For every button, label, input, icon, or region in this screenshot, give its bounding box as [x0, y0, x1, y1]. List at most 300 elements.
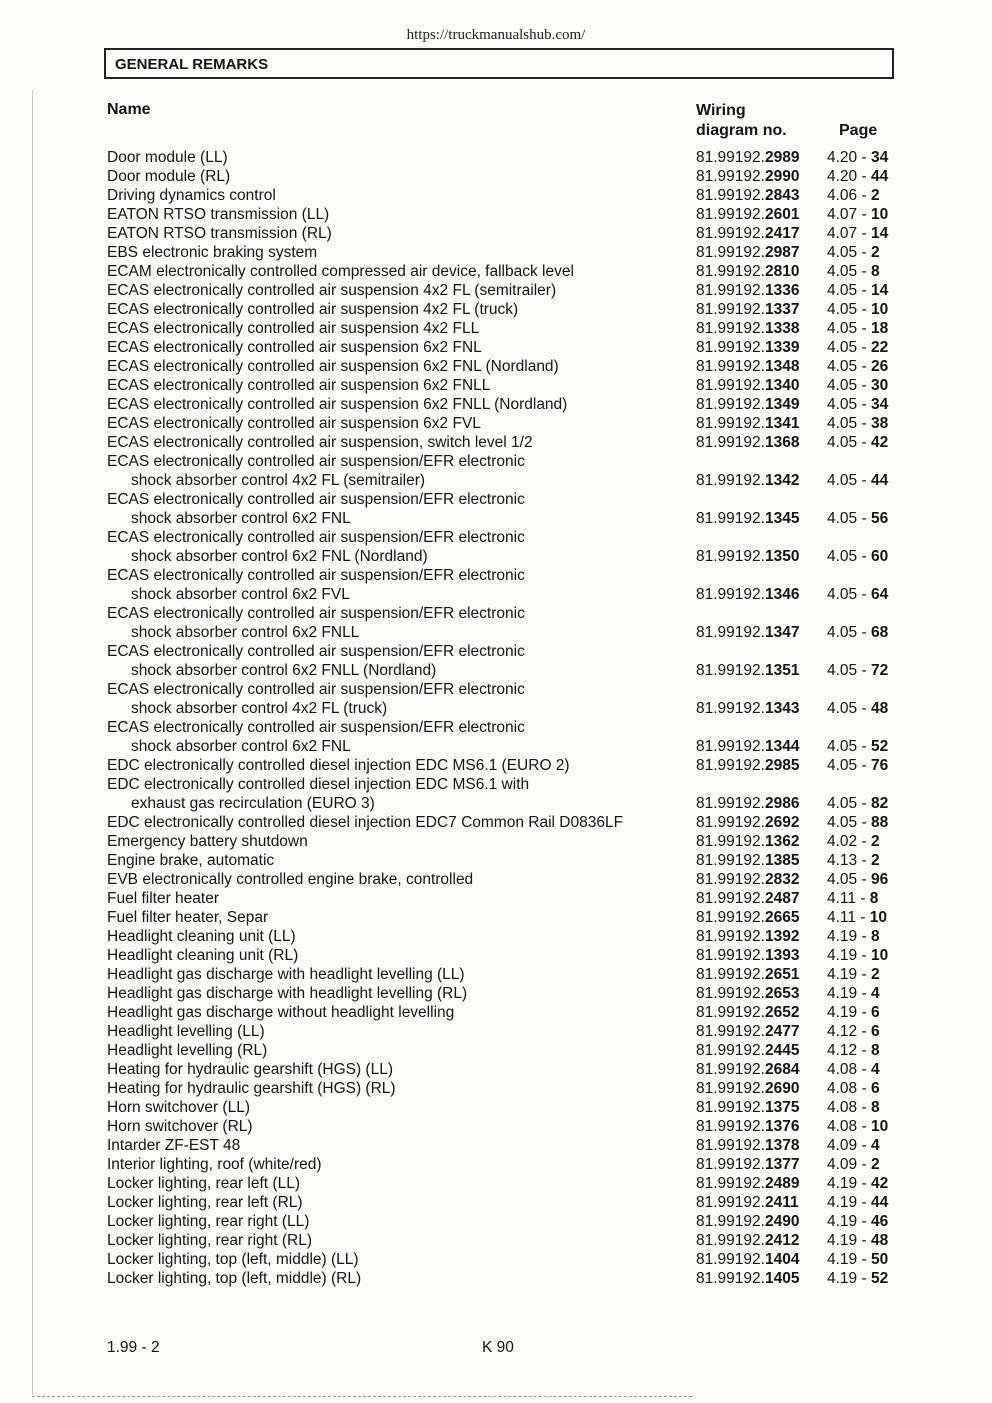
diagram-suffix: 2445	[764, 1042, 800, 1059]
diagram-suffix: 2990	[764, 168, 800, 185]
wiring-diagram-index-table	[0, 148, 992, 1288]
entry-name: Locker lighting, rear right (RL)	[107, 1232, 313, 1249]
diagram-prefix: 81.99192.	[696, 871, 765, 888]
diagram-suffix: 2489	[764, 1175, 800, 1192]
page-prefix: 4.19 -	[827, 966, 871, 983]
diagram-prefix: 81.99192.	[696, 472, 765, 489]
wiring-diagram-number	[696, 813, 799, 832]
page-number: 8	[869, 890, 879, 907]
table-row	[0, 1269, 992, 1288]
diagram-prefix: 81.99192.	[696, 795, 765, 812]
diagram-prefix: 81.99192.	[696, 1042, 765, 1059]
diagram-prefix: 81.99192.	[696, 168, 765, 185]
diagram-suffix: 1405	[764, 1270, 800, 1287]
page-number: 34	[870, 149, 889, 166]
page-number: 30	[870, 377, 889, 394]
page-prefix: 4.08 -	[827, 1061, 871, 1078]
page-prefix: 4.05 -	[827, 301, 871, 318]
diagram-suffix: 2653	[764, 985, 800, 1002]
diagram-suffix: 1346	[764, 586, 800, 603]
table-row	[0, 870, 992, 889]
table-row	[0, 167, 992, 186]
diagram-prefix: 81.99192.	[696, 1118, 765, 1135]
page-prefix: 4.19 -	[827, 1232, 871, 1249]
diagram-suffix: 1336	[764, 282, 800, 299]
page-prefix: 4.19 -	[827, 1004, 871, 1021]
page-prefix: 4.05 -	[827, 738, 871, 755]
page-reference	[827, 1212, 888, 1231]
page-number: 6	[870, 1080, 880, 1097]
table-row	[0, 756, 992, 775]
page-number: 44	[870, 1194, 889, 1211]
page-number: 46	[870, 1213, 889, 1230]
page-number: 10	[870, 301, 889, 318]
page-reference	[827, 1155, 880, 1174]
page-reference	[827, 870, 888, 889]
column-header-diagram-line2: diagram no.	[696, 122, 787, 139]
page-prefix: 4.07 -	[827, 206, 871, 223]
table-row	[0, 338, 992, 357]
page-number: 76	[870, 757, 889, 774]
page-reference	[827, 908, 887, 927]
entry-name: Emergency battery shutdown	[107, 833, 308, 850]
table-row	[0, 1060, 992, 1079]
page-prefix: 4.09 -	[827, 1137, 871, 1154]
entry-name: shock absorber control 6x2 FNL	[131, 510, 351, 527]
diagram-suffix: 2810	[764, 263, 800, 280]
page-number: 44	[870, 472, 889, 489]
diagram-suffix: 1368	[764, 434, 800, 451]
diagram-prefix: 81.99192.	[696, 282, 765, 299]
page-number: 26	[870, 358, 889, 375]
diagram-suffix: 2601	[764, 206, 800, 223]
wiring-diagram-number	[696, 281, 799, 300]
diagram-prefix: 81.99192.	[696, 966, 765, 983]
page-number: 82	[870, 795, 889, 812]
page-prefix: 4.05 -	[827, 263, 871, 280]
page-number: 8	[870, 263, 880, 280]
column-header-name: Name	[107, 101, 151, 118]
diagram-suffix: 1393	[764, 947, 800, 964]
diagram-prefix: 81.99192.	[696, 1175, 765, 1192]
diagram-prefix: 81.99192.	[696, 1251, 765, 1268]
page-number: 8	[870, 928, 880, 945]
diagram-suffix: 2692	[764, 814, 800, 831]
table-row	[0, 1155, 992, 1174]
page-prefix: 4.05 -	[827, 396, 871, 413]
page-reference	[827, 1060, 880, 1079]
page-reference	[827, 433, 888, 452]
page-prefix: 4.05 -	[827, 377, 871, 394]
entry-name: Driving dynamics control	[107, 187, 276, 204]
wiring-diagram-number	[696, 1231, 799, 1250]
page-reference	[827, 338, 888, 357]
diagram-prefix: 81.99192.	[696, 187, 765, 204]
wiring-diagram-number	[696, 965, 799, 984]
diagram-suffix: 2487	[764, 890, 800, 907]
entry-name: Headlight levelling (RL)	[107, 1042, 268, 1059]
page-reference	[827, 243, 880, 262]
diagram-suffix: 1342	[764, 472, 800, 489]
page-reference	[827, 1003, 880, 1022]
diagram-suffix: 2665	[764, 909, 800, 926]
page-reference	[827, 357, 888, 376]
page-prefix: 4.08 -	[827, 1099, 871, 1116]
diagram-prefix: 81.99192.	[696, 662, 765, 679]
page-number: 22	[870, 339, 889, 356]
entry-name: ECAS electronically controlled air suspension/EFR electronic	[107, 605, 525, 622]
entry-name: ECAS electronically controlled air suspension/EFR electronic	[107, 529, 525, 546]
page-prefix: 4.09 -	[827, 1156, 871, 1173]
page-reference	[827, 1079, 880, 1098]
entry-name: shock absorber control 6x2 FNL	[131, 738, 351, 755]
diagram-suffix: 2986	[764, 795, 800, 812]
page-prefix: 4.05 -	[827, 472, 871, 489]
section-title: GENERAL REMARKS	[115, 56, 269, 73]
table-row	[0, 1117, 992, 1136]
entry-name: EDC electronically controlled diesel injection EDC MS6.1 with	[107, 776, 530, 793]
page-number: 2	[870, 852, 880, 869]
page-prefix: 4.19 -	[827, 1213, 871, 1230]
wiring-diagram-number	[696, 1117, 799, 1136]
entry-name: Intarder ZF-EST 48	[107, 1137, 241, 1154]
table-row	[0, 1041, 992, 1060]
page-number: 72	[870, 662, 889, 679]
table-row	[0, 1022, 992, 1041]
wiring-diagram-number	[696, 737, 799, 756]
page-prefix: 4.05 -	[827, 434, 871, 451]
page-number: 4	[870, 985, 880, 1002]
page-reference	[827, 737, 888, 756]
entry-name: Fuel filter heater	[107, 890, 219, 907]
wiring-diagram-number	[696, 1212, 799, 1231]
diagram-prefix: 81.99192.	[696, 358, 765, 375]
page-prefix: 4.05 -	[827, 510, 871, 527]
column-header-diagram-line1: Wiring	[696, 102, 746, 119]
page-number: 2	[870, 966, 880, 983]
wiring-diagram-number	[696, 357, 799, 376]
page-prefix: 4.05 -	[827, 320, 871, 337]
entry-name: Horn switchover (RL)	[107, 1118, 253, 1135]
entry-name: Locker lighting, top (left, middle) (RL)	[107, 1270, 362, 1287]
diagram-suffix: 2985	[764, 757, 800, 774]
entry-name: Horn switchover (LL)	[107, 1099, 250, 1116]
page-reference	[827, 832, 880, 851]
diagram-prefix: 81.99192.	[696, 1061, 765, 1078]
diagram-prefix: 81.99192.	[696, 890, 765, 907]
entry-name: EATON RTSO transmission (LL)	[107, 206, 330, 223]
page-number: 88	[870, 814, 889, 831]
source-url[interactable]: https://truckmanualshub.com/	[406, 27, 586, 43]
table-row	[0, 1250, 992, 1269]
page-prefix: 4.08 -	[827, 1080, 871, 1097]
table-row	[0, 148, 992, 167]
table-row	[0, 490, 992, 509]
diagram-suffix: 2411	[764, 1194, 799, 1211]
wiring-diagram-number	[696, 433, 799, 452]
wiring-diagram-number	[696, 1269, 799, 1288]
entry-name: ECAM electronically controlled compressed air device, fallback level	[107, 263, 574, 280]
diagram-suffix: 2490	[764, 1213, 800, 1230]
entry-name: shock absorber control 6x2 FVL	[131, 586, 350, 603]
page-number: 10	[870, 206, 889, 223]
diagram-prefix: 81.99192.	[696, 700, 765, 717]
wiring-diagram-number	[696, 832, 799, 851]
page-reference	[827, 395, 888, 414]
diagram-suffix: 2651	[764, 966, 800, 983]
wiring-diagram-number	[696, 908, 799, 927]
table-row	[0, 965, 992, 984]
table-row	[0, 1231, 992, 1250]
page-number: 2	[870, 833, 880, 850]
entry-name: exhaust gas recirculation (EURO 3)	[131, 795, 375, 812]
wiring-diagram-number	[696, 224, 799, 243]
page-reference	[827, 205, 888, 224]
page-number: 42	[870, 1175, 889, 1192]
entry-name: Headlight gas discharge with headlight levelling (RL)	[107, 985, 468, 1002]
page-number: 50	[870, 1251, 889, 1268]
diagram-suffix: 2412	[764, 1232, 800, 1249]
diagram-suffix: 1378	[764, 1137, 800, 1154]
entry-name: Locker lighting, rear right (LL)	[107, 1213, 310, 1230]
diagram-prefix: 81.99192.	[696, 415, 765, 432]
entry-name: EDC electronically controlled diesel injection EDC MS6.1 (EURO 2)	[107, 757, 570, 774]
page-number: 10	[869, 909, 888, 926]
table-row	[0, 471, 992, 490]
page-prefix: 4.02 -	[827, 833, 871, 850]
entry-name: Door module (RL)	[107, 168, 231, 185]
page-reference	[827, 1250, 888, 1269]
page-reference	[827, 1136, 880, 1155]
table-row	[0, 737, 992, 756]
diagram-suffix: 1339	[764, 339, 800, 356]
diagram-prefix: 81.99192.	[696, 1156, 765, 1173]
table-row	[0, 908, 992, 927]
page-prefix: 4.06 -	[827, 187, 871, 204]
diagram-prefix: 81.99192.	[696, 206, 765, 223]
entry-name: Headlight cleaning unit (LL)	[107, 928, 296, 945]
page-prefix: 4.11 -	[827, 890, 870, 907]
page-number: 48	[870, 700, 889, 717]
table-row	[0, 186, 992, 205]
table-row	[0, 984, 992, 1003]
entry-name: Interior lighting, roof (white/red)	[107, 1156, 322, 1173]
wiring-diagram-number	[696, 300, 799, 319]
wiring-diagram-number	[696, 319, 799, 338]
diagram-prefix: 81.99192.	[696, 1004, 765, 1021]
page-prefix: 4.05 -	[827, 282, 871, 299]
wiring-diagram-number	[696, 509, 799, 528]
table-row	[0, 889, 992, 908]
page-prefix: 4.05 -	[827, 662, 871, 679]
wiring-diagram-number	[696, 1155, 799, 1174]
entry-name: Locker lighting, top (left, middle) (LL)	[107, 1251, 359, 1268]
table-row	[0, 1212, 992, 1231]
table-row	[0, 509, 992, 528]
page-prefix: 4.05 -	[827, 795, 871, 812]
page-reference	[827, 889, 878, 908]
footer-model: K 90	[482, 1339, 514, 1356]
diagram-suffix: 2987	[764, 244, 800, 261]
page-reference	[827, 813, 888, 832]
bottom-edge-rule	[32, 1396, 692, 1397]
page-number: 14	[870, 282, 889, 299]
table-row	[0, 1193, 992, 1212]
wiring-diagram-number	[696, 1041, 799, 1060]
diagram-suffix: 1404	[764, 1251, 800, 1268]
wiring-diagram-number	[696, 1079, 799, 1098]
table-row	[0, 376, 992, 395]
diagram-suffix: 1340	[764, 377, 800, 394]
diagram-suffix: 1345	[764, 510, 800, 527]
page-number: 2	[870, 187, 880, 204]
page-number: 14	[870, 225, 889, 242]
diagram-prefix: 81.99192.	[696, 1194, 765, 1211]
page-prefix: 4.20 -	[827, 168, 871, 185]
page-reference	[827, 319, 888, 338]
table-row	[0, 224, 992, 243]
wiring-diagram-number	[696, 1060, 799, 1079]
table-row	[0, 1174, 992, 1193]
table-row	[0, 832, 992, 851]
diagram-prefix: 81.99192.	[696, 833, 765, 850]
page-prefix: 4.05 -	[827, 548, 871, 565]
diagram-prefix: 81.99192.	[696, 263, 765, 280]
diagram-prefix: 81.99192.	[696, 301, 765, 318]
page-prefix: 4.19 -	[827, 1194, 871, 1211]
wiring-diagram-number	[696, 699, 799, 718]
diagram-suffix: 1349	[764, 396, 800, 413]
page-prefix: 4.05 -	[827, 358, 871, 375]
diagram-suffix: 1375	[764, 1099, 800, 1116]
column-header-page: Page	[839, 122, 878, 139]
page-reference	[827, 1174, 888, 1193]
wiring-diagram-number	[696, 471, 799, 490]
footer-edition: 1.99 - 2	[107, 1339, 160, 1356]
page-reference	[827, 965, 880, 984]
page-prefix: 4.05 -	[827, 700, 871, 717]
page-number: 42	[870, 434, 889, 451]
page-prefix: 4.05 -	[827, 415, 871, 432]
table-row	[0, 566, 992, 585]
page-prefix: 4.13 -	[827, 852, 871, 869]
diagram-suffix: 2652	[764, 1004, 800, 1021]
diagram-suffix: 1337	[764, 301, 800, 318]
diagram-prefix: 81.99192.	[696, 1099, 765, 1116]
diagram-suffix: 2477	[764, 1023, 800, 1040]
page-prefix: 4.05 -	[827, 244, 871, 261]
page-number: 56	[870, 510, 889, 527]
page-reference	[827, 699, 888, 718]
entry-name: Headlight gas discharge without headlight levelling	[107, 1004, 455, 1021]
diagram-prefix: 81.99192.	[696, 510, 765, 527]
wiring-diagram-number	[696, 376, 799, 395]
page-prefix: 4.19 -	[827, 1270, 871, 1287]
diagram-suffix: 1338	[764, 320, 800, 337]
entry-name: EATON RTSO transmission (RL)	[107, 225, 332, 242]
wiring-diagram-number	[696, 756, 799, 775]
diagram-prefix: 81.99192.	[696, 814, 765, 831]
wiring-diagram-number	[696, 585, 799, 604]
page-number: 34	[870, 396, 889, 413]
page-prefix: 4.19 -	[827, 928, 871, 945]
page-reference	[827, 547, 888, 566]
entry-name: Headlight cleaning unit (RL)	[107, 947, 299, 964]
page-reference	[827, 756, 888, 775]
diagram-suffix: 1350	[764, 548, 800, 565]
entry-name: EBS electronic braking system	[107, 244, 318, 261]
diagram-suffix: 1362	[764, 833, 800, 850]
diagram-prefix: 81.99192.	[696, 434, 765, 451]
wiring-diagram-number	[696, 1003, 799, 1022]
diagram-suffix: 2684	[764, 1061, 800, 1078]
wiring-diagram-number	[696, 1098, 799, 1117]
wiring-diagram-number	[696, 794, 799, 813]
table-row	[0, 718, 992, 737]
diagram-suffix: 1385	[764, 852, 800, 869]
page-number: 64	[870, 586, 889, 603]
table-row	[0, 699, 992, 718]
diagram-suffix: 2417	[764, 225, 800, 242]
page-number: 48	[870, 1232, 889, 1249]
page-number: 4	[870, 1137, 880, 1154]
wiring-diagram-number	[696, 1250, 799, 1269]
diagram-prefix: 81.99192.	[696, 149, 765, 166]
entry-name: ECAS electronically controlled air suspension 6x2 FNLL (Nordland)	[107, 396, 568, 413]
table-row	[0, 661, 992, 680]
wiring-diagram-number	[696, 1022, 799, 1041]
page-number: 52	[870, 738, 889, 755]
diagram-prefix: 81.99192.	[696, 548, 765, 565]
entry-name: ECAS electronically controlled air suspension 6x2 FNL	[107, 339, 482, 356]
wiring-diagram-number	[696, 262, 799, 281]
page-reference	[827, 661, 888, 680]
page-number: 6	[870, 1023, 880, 1040]
entry-name: EVB electronically controlled engine brake, controlled	[107, 871, 474, 888]
diagram-prefix: 81.99192.	[696, 1213, 765, 1230]
page-reference	[827, 281, 888, 300]
diagram-suffix: 1341	[764, 415, 800, 432]
page-number: 10	[870, 1118, 889, 1135]
diagram-suffix: 1348	[764, 358, 800, 375]
page-prefix: 4.11 -	[827, 909, 870, 926]
page-reference	[827, 984, 880, 1003]
page-reference	[827, 1098, 880, 1117]
page-number: 96	[870, 871, 889, 888]
wiring-diagram-number	[696, 1174, 799, 1193]
table-row	[0, 946, 992, 965]
diagram-prefix: 81.99192.	[696, 225, 765, 242]
entry-name: Heating for hydraulic gearshift (HGS) (RL)	[107, 1080, 396, 1097]
diagram-prefix: 81.99192.	[696, 586, 765, 603]
page-number: 8	[870, 1099, 880, 1116]
page-reference	[827, 946, 888, 965]
diagram-prefix: 81.99192.	[696, 985, 765, 1002]
entry-name: Locker lighting, rear left (LL)	[107, 1175, 300, 1192]
entry-name: shock absorber control 6x2 FNL (Nordland)	[131, 548, 428, 565]
table-row	[0, 528, 992, 547]
diagram-suffix: 1344	[764, 738, 800, 755]
page-reference	[827, 1117, 888, 1136]
diagram-suffix: 1343	[764, 700, 800, 717]
page-number: 10	[870, 947, 889, 964]
entry-name: ECAS electronically controlled air suspension, switch level 1/2	[107, 434, 533, 451]
page-reference	[827, 376, 888, 395]
page-number: 38	[870, 415, 889, 432]
page-prefix: 4.19 -	[827, 1175, 871, 1192]
page-reference	[827, 167, 888, 186]
wiring-diagram-number	[696, 946, 799, 965]
